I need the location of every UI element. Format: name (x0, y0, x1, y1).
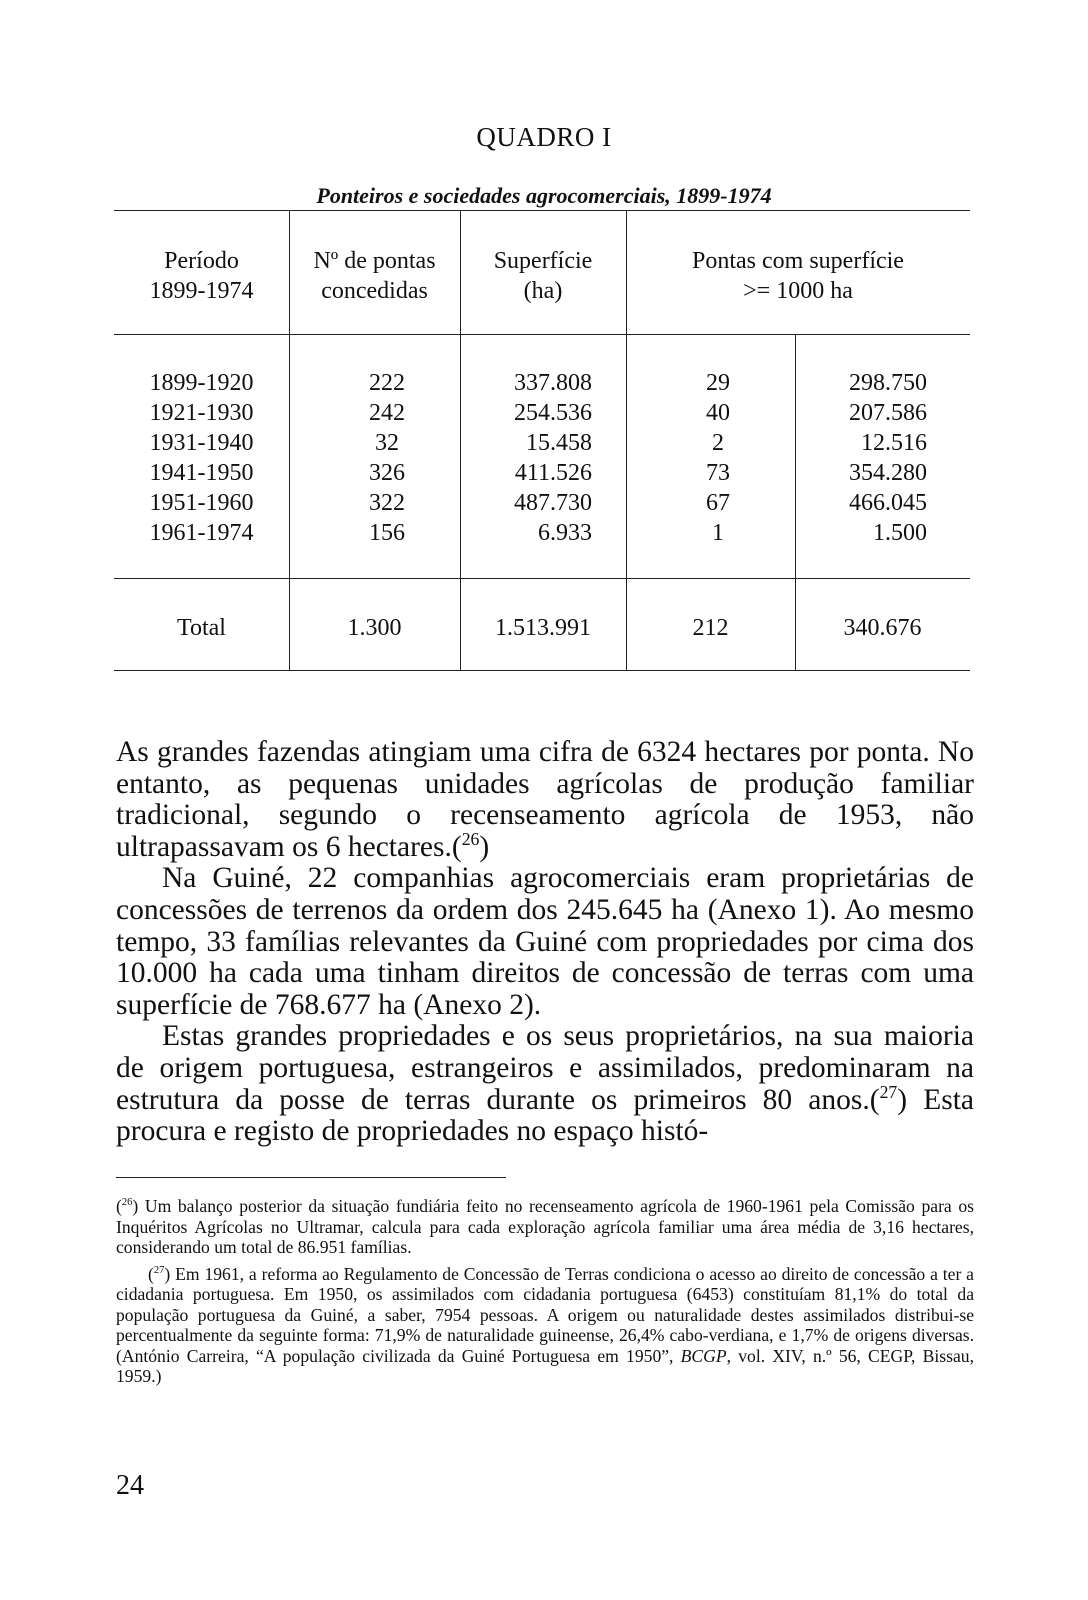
table-cell: 6.933 (538, 520, 592, 546)
footnote-ref: 26 (461, 828, 480, 849)
total-superficie: 1.513.991 (495, 615, 591, 641)
table-cell: 411.526 (514, 460, 592, 486)
table-bottom-rule (114, 670, 970, 671)
table-cell: 254.536 (514, 400, 592, 426)
table-cell: 487.730 (514, 490, 592, 516)
total-grandes-ha: 340.676 (843, 615, 922, 641)
table-row-periodo-col (114, 368, 289, 548)
footnote-27: ($^{27}$) Em 1961, a reforma ao Regulamento de Concessão de Terras condiciona o acesso ao direito de concessão a ter a cidadania portuguesa. Em 1950, os assimilados com cidadania portuguesa (6453) constituíam 81,1% do total da população portuguesa da Guiné, a saber, 7954 pessoas. A origem ou naturalidade destes assimilados distribui-se percentualmente da seguinte forma: 71,9% de naturalidade guineense, 26,4% cabo-verdiana, e 1,7% de origens diversas. (António Carreira, “A população civilizada da Guiné Portuguesa em 1950”, BCGP, vol. XIV, n.º 56, CEGP, Bissau, 1959.) (116, 1263, 975, 1386)
table-row-superficie-col (460, 368, 592, 548)
table-cell: 15.458 (526, 430, 592, 456)
table-cell: 337.808 (514, 370, 592, 396)
table-cell: 326 (369, 460, 405, 486)
table-cell: 12.516 (861, 430, 927, 456)
table-cell: 32 (375, 430, 399, 456)
table-cell: 73 (706, 460, 730, 486)
table-header-rule (114, 334, 970, 335)
table-cell: 222 (369, 370, 405, 396)
footnote-ref: 27 (879, 1081, 898, 1102)
table-cell: 1941-1950 (149, 460, 254, 486)
total-pontas: 1.300 (347, 615, 402, 641)
table-cell: 1921-1930 (149, 400, 254, 426)
table-row-pontas-col (289, 368, 485, 548)
header-periodo: Período 1899-1974 (149, 248, 254, 304)
table-cell: 466.045 (849, 490, 927, 516)
table-cell: 1961-1974 (149, 520, 254, 546)
table-cell: 322 (369, 490, 405, 516)
header-pontas: Nº de pontas concedidas (313, 248, 436, 304)
header-superficie: Superfície (ha) (493, 248, 593, 304)
page-number: 24 (116, 1470, 144, 1501)
paragraph: As grandes fazendas atingiam uma cifra de 6324 hectares por ponta. No entanto, as pequenas unidades agrícolas de produção familiar tradicional, segundo o recenseamento agrícola de 1953, não ultrapassavam os 6 hectares.($^{26}$) (116, 736, 974, 863)
table-top-rule (114, 210, 970, 211)
table-cell: 2 (712, 430, 724, 456)
table-cell: 354.280 (849, 460, 927, 486)
table-body-rule (114, 578, 970, 579)
table-cell: 29 (706, 370, 730, 396)
body-text (116, 737, 974, 1148)
table-cell: 67 (706, 490, 730, 516)
total-grandes-n: 212 (692, 615, 729, 641)
footnote-separator (116, 1177, 506, 1178)
table-cell: 156 (369, 520, 405, 546)
footnotes (116, 1196, 974, 1393)
table-cell: 298.750 (849, 370, 927, 396)
paragraph: Estas grandes propriedades e os seus proprietários, na sua maioria de origem portuguesa, estrangeiros e assimilados, predominaram na estrutura da posse de terras durante os primeiros 80 anos.($^{27}$) Esta procura e registo de propriedades no espaço histó- (116, 1020, 974, 1148)
table-cell: 40 (706, 400, 730, 426)
footnote-26: ($^{26}$) Um balanço posterior da situação fundiária feito no recenseamento agrícola de 1960-1961 pela Comissão para os Inquéritos Agrícolas no Ultramar, calcula para cada exploração agrícola familiar uma área média de 3,16 hectares, considerando um total de 86.951 famílias. (116, 1196, 974, 1257)
header-pontas-grandes: Pontas com superfície >= 1000 ha (692, 248, 904, 304)
table-row-grandes-ha-col (795, 368, 927, 548)
table-cell: 1951-1960 (149, 490, 254, 516)
table-cell: 1899-1920 (149, 370, 254, 396)
table-caption: Ponteiros e sociedades agrocomerciais, 1899-1974 (316, 183, 772, 208)
table-cell: 1931-1940 (149, 430, 254, 456)
table-cell: 1 (712, 520, 724, 546)
table-cell: 242 (369, 400, 405, 426)
paragraph: Na Guiné, 22 companhias agrocomerciais eram proprietárias de concessões de terrenos da ordem dos 245.645 ha (Anexo 1). Ao mesmo tempo, 33 famílias relevantes da Guiné com propriedades por cima dos 10.000 ha cada uma tinham direitos de concessão de terras com uma superfície de 768.677 ha (Anexo 2). (116, 862, 974, 1021)
total-label: Total (177, 615, 226, 641)
table-label: QUADRO I (476, 122, 612, 152)
table-row-grandes-n-col (626, 368, 810, 548)
table-cell: 1.500 (873, 520, 927, 546)
table-cell: 207.586 (849, 400, 927, 426)
